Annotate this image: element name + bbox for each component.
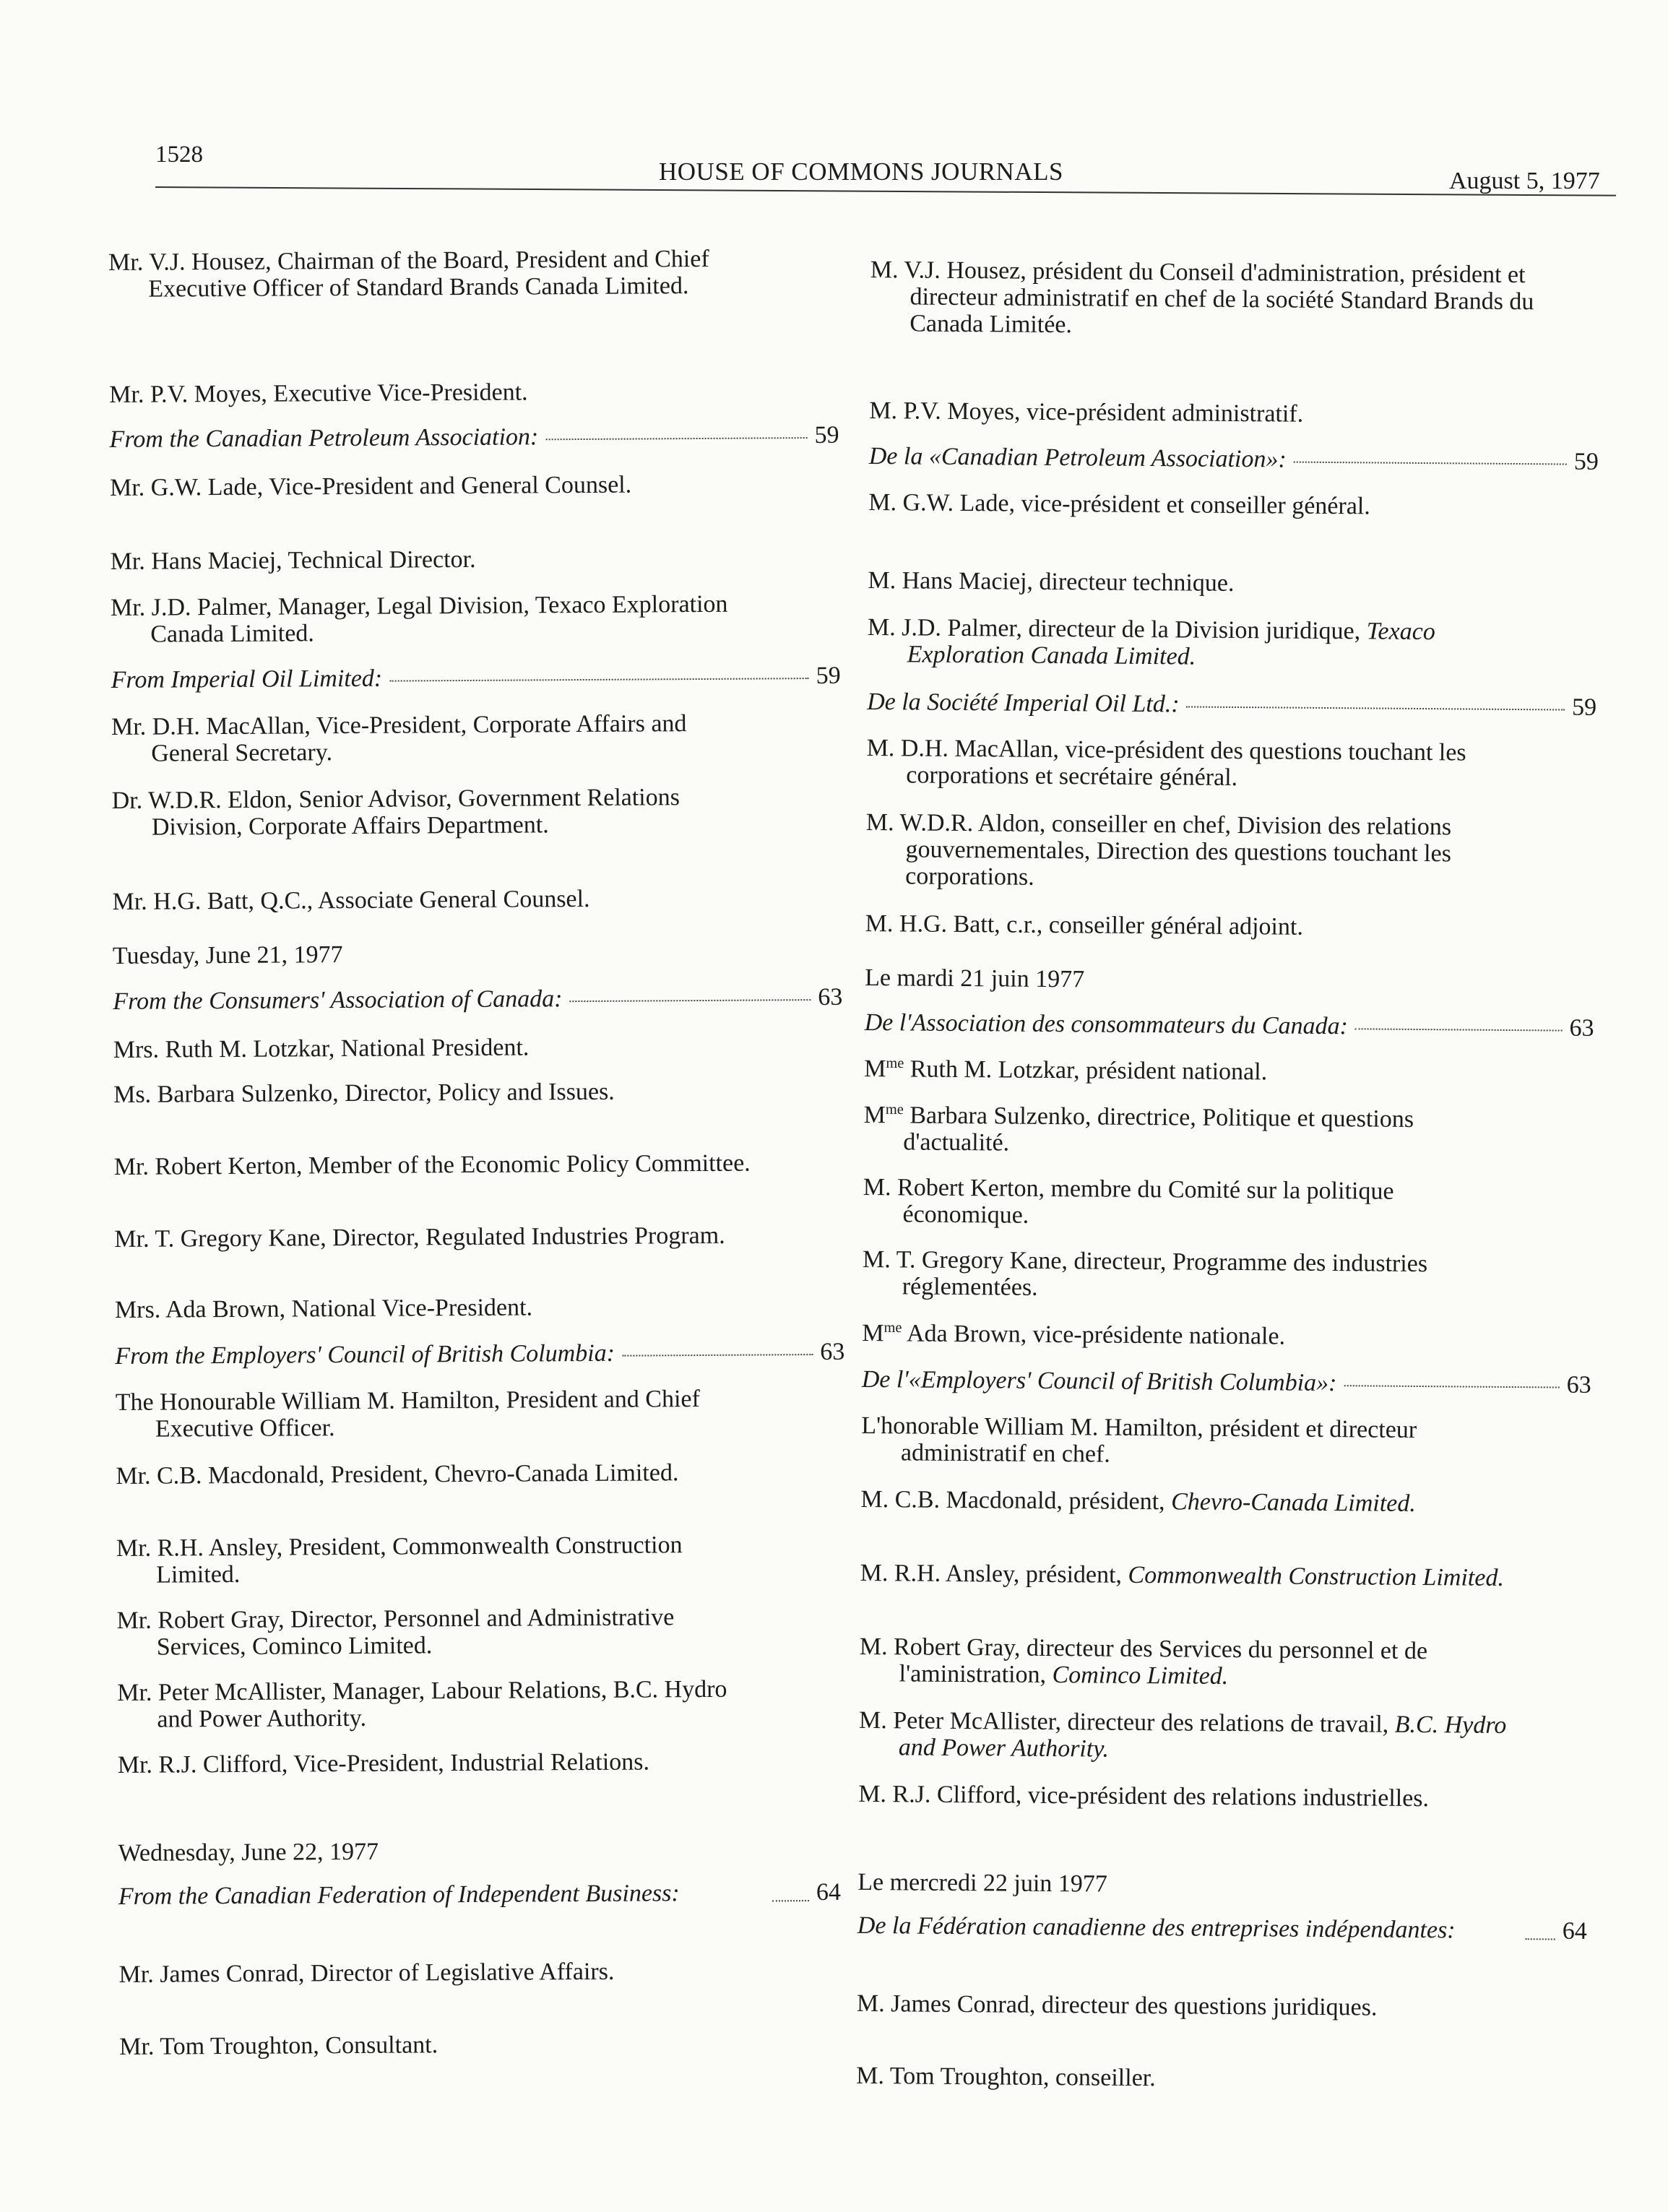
- witness-entry: Mr. James Conrad, Director of Legislative Affairs.: [118, 1958, 615, 1988]
- witness-entry: Mr. C.B. Macdonald, President, Chevro-Canada Limited.: [116, 1459, 679, 1490]
- witness-entry: M. D.H. MacAllan, vice-président des questions touchant les corporations et secrétaire général.: [866, 734, 1466, 792]
- witness-entry: Mr. G.W. Lade, Vice-President and General Counsel.: [109, 471, 632, 501]
- witness-entry: Mr. Robert Kerton, Member of the Economic Policy Committee.: [113, 1149, 751, 1180]
- witness-entry: M. J.D. Palmer, directeur de la Division juridique, Texaco Exploration Canada Limited.: [867, 613, 1435, 670]
- witness-entry: $M^{me}$ Ada Brown, vice-présidente nationale.: [862, 1319, 1286, 1350]
- date-heading: Tuesday, June 21, 1977: [112, 941, 343, 969]
- witness-entry: M. V.J. Housez, président du Conseil d'administration, président et directeur administratif en chef de la société Standard Brands du Canada Limitée.: [870, 256, 1534, 339]
- page-number: 1528: [155, 142, 203, 168]
- witness-entry: Mrs. Ruth M. Lotzkar, National President.: [113, 1034, 530, 1063]
- french-column: [856, 256, 1607, 2092]
- witness-entry: Ms. Barbara Sulzenko, Director, Policy and Issues.: [113, 1078, 615, 1108]
- witness-entry: Mr. Tom Troughton, Consultant.: [119, 2031, 438, 2060]
- witness-entry: M. C.B. Macdonald, président, Chevro-Canada Limited.: [860, 1485, 1417, 1517]
- witness-entry: M. Robert Kerton, membre du Comité sur la politique économique.: [863, 1173, 1394, 1229]
- witness-entry: M. Tom Troughton, conseiller.: [856, 2062, 1156, 2092]
- date-heading: Le mardi 21 juin 1977: [865, 964, 1085, 993]
- witness-entry: M. James Conrad, directeur des questions juridiques.: [856, 1989, 1378, 2021]
- witness-entry: Mrs. Ada Brown, National Vice-President.: [114, 1294, 533, 1323]
- section-heading: De l'«Employers' Council of British Columbia»: 63: [861, 1365, 1591, 1399]
- witness-entry: Mr. Robert Gray, Director, Personnel and Administrative Services, Cominco Limited.: [116, 1604, 675, 1661]
- page-title: HOUSE OF COMMONS JOURNALS: [659, 157, 1063, 186]
- header-rule: [155, 186, 1616, 196]
- witness-entry: M. W.D.R. Aldon, conseiller en chef, Division des relations gouvernementales, Direction des questions touchant les corporations.: [865, 808, 1452, 891]
- section-heading: From the Canadian Federation of Independent Business: 64: [118, 1878, 842, 1910]
- witness-entry: Mr. R.J. Clifford, Vice-President, Industrial Relations.: [117, 1748, 650, 1779]
- witness-entry: Mr. D.H. MacAllan, Vice-President, Corporate Affairs and General Secretary.: [111, 710, 687, 767]
- witness-entry: Mr. R.H. Ansley, President, Commonwealth Construction Limited.: [116, 1531, 683, 1589]
- witness-entry: M. P.V. Moyes, vice-président administratif.: [869, 397, 1304, 428]
- witness-entry: M. T. Gregory Kane, directeur, Programme des industries réglementées.: [862, 1245, 1428, 1301]
- section-heading: De la Fédération canadienne des entreprises indépendantes: 64: [857, 1911, 1587, 1945]
- witness-entry: Mr. V.J. Housez, Chairman of the Board, President and Chief Executive Officer of Standard Brands Canada Limited.: [108, 245, 709, 303]
- witness-entry: M. H.G. Batt, c.r., conseiller général adjoint.: [865, 910, 1304, 941]
- witness-entry: Mr. T. Gregory Kane, Director, Regulated Industries Program.: [114, 1222, 725, 1253]
- witness-entry: Mr. J.D. Palmer, Manager, Legal Division, Texaco Exploration Canada Limited.: [110, 590, 728, 648]
- english-column: [108, 245, 852, 2060]
- date-heading: Le mercredi 22 juin 1977: [857, 1868, 1108, 1898]
- section-heading: From the Canadian Petroleum Association: 59: [109, 421, 839, 453]
- witness-entry: Mr. Hans Maciej, Technical Director.: [110, 545, 476, 575]
- witness-entry: M. Hans Maciej, directeur technique.: [868, 566, 1235, 597]
- section-heading: De la «Canadian Petroleum Association»: 59: [868, 442, 1599, 475]
- witness-entry: The Honourable William M. Hamilton, President and Chief Executive Officer.: [115, 1386, 700, 1443]
- section-heading: De l'Association des consommateurs du Canada: 63: [864, 1008, 1594, 1042]
- witness-entry: Mr. H.G. Batt, Q.C., Associate General Counsel.: [112, 885, 590, 915]
- witness-entry: M. Peter McAllister, directeur des relations de travail, B.C. Hydro and Power Authority.: [858, 1706, 1507, 1763]
- section-heading: From the Consumers' Association of Canada: 63: [113, 983, 843, 1015]
- witness-entry: Mr. P.V. Moyes, Executive Vice-President.: [109, 379, 528, 408]
- witness-entry: M. Robert Gray, directeur des Services du personnel et de l'aministration, Cominco Limited.: [859, 1633, 1428, 1690]
- witness-entry: Dr. W.D.R. Eldon, Senior Advisor, Government Relations Division, Corporate Affairs Department.: [111, 784, 680, 841]
- section-heading: From Imperial Oil Limited: 59: [111, 662, 841, 694]
- witness-entry: M. R.H. Ansley, président, Commonwealth Construction Limited.: [860, 1559, 1505, 1591]
- date-heading: Wednesday, June 22, 1977: [118, 1838, 379, 1867]
- section-heading: From the Employers' Council of British Columbia: 63: [115, 1338, 845, 1370]
- section-heading: De la Société Imperial Oil Ltd.: 59: [867, 688, 1597, 721]
- witness-entry: Mr. Peter McAllister, Manager, Labour Relations, B.C. Hydro and Power Authority.: [117, 1675, 727, 1733]
- witness-entry: $M^{me}$ Barbara Sulzenko, directrice, Politique et questions d'actualité.: [863, 1101, 1414, 1157]
- witness-entry: $M^{me}$ Ruth M. Lotzkar, président national.: [864, 1055, 1268, 1086]
- witness-entry: L'honorable William M. Hamilton, président et directeur administratif en chef.: [861, 1412, 1417, 1468]
- page-date: August 5, 1977: [1449, 168, 1600, 194]
- witness-entry: M. R.J. Clifford, vice-président des relations industrielles.: [858, 1780, 1430, 1813]
- witness-entry: M. G.W. Lade, vice-président et conseiller général.: [868, 488, 1370, 520]
